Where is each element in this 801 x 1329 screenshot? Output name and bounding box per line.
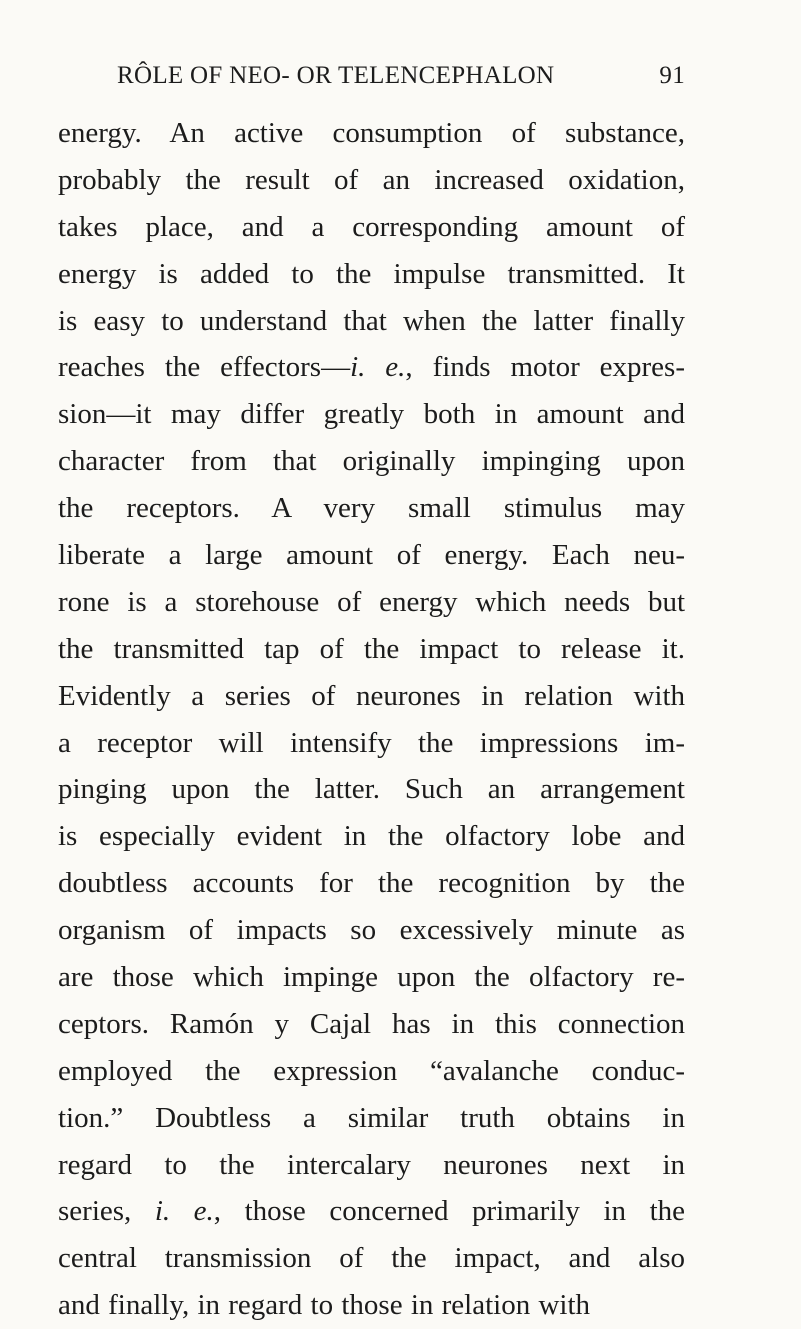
text-line: organism of impacts so excessively minute as — [58, 914, 685, 947]
running-title: RÔLE OF NEO- OR TELENCEPHALON — [117, 62, 555, 89]
text-line: pinging upon the latter. Such an arrangement — [58, 773, 685, 806]
text-line: ceptors. Ramón y Cajal has in this connection — [58, 1007, 685, 1040]
text-line: character from that originally impinging upon — [58, 445, 685, 478]
text-line: and finally, in regard to those in relation with — [58, 1289, 591, 1322]
page-number: 91 — [659, 62, 685, 89]
text-line: the receptors. A very small stimulus may — [58, 492, 685, 525]
text-line: reaches the effectors—i. e., finds motor expres- — [58, 351, 685, 384]
text-line: rone is a storehouse of energy which needs but — [58, 585, 685, 618]
text-line: series, i. e., those concerned primarily in the — [58, 1195, 685, 1228]
text-line: are those which impinge upon the olfactory re- — [58, 961, 685, 994]
body-text — [58, 110, 685, 1329]
text-line: employed the expression “avalanche conduc- — [58, 1054, 685, 1087]
text-line: central transmission of the impact, and also — [58, 1242, 685, 1275]
text-line: takes place, and a corresponding amount of — [58, 210, 685, 243]
text-line: doubtless accounts for the recognition by the — [58, 867, 685, 900]
text-line: regard to the intercalary neurones next in — [58, 1148, 685, 1181]
text-line: sion—it may differ greatly both in amount and — [58, 398, 685, 431]
text-line: liberate a large amount of energy. Each neu- — [58, 539, 685, 572]
text-line: is especially evident in the olfactory lobe and — [58, 820, 685, 853]
text-line: energy is added to the impulse transmitted. It — [58, 257, 685, 290]
text-line: a receptor will intensify the impressions im- — [58, 726, 685, 759]
text-line: tion.” Doubtless a similar truth obtains in — [58, 1101, 685, 1134]
text-line: energy. An active consumption of substance, — [58, 117, 685, 149]
text-line: probably the result of an increased oxidation, — [58, 163, 685, 196]
running-head — [117, 62, 685, 94]
text-line: Evidently a series of neurones in relation with — [58, 679, 685, 712]
text-line: is easy to understand that when the latter finally — [58, 304, 685, 337]
text-line: the transmitted tap of the impact to release it. — [58, 632, 685, 665]
